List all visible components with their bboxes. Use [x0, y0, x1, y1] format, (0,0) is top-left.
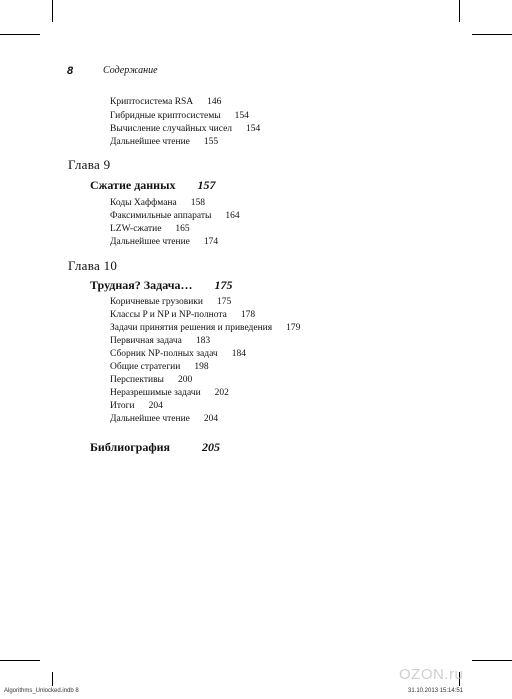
crop-mark — [52, 0, 53, 22]
page-number: 8 — [67, 65, 74, 77]
print-slug-timestamp: 31.10.2013 15:14:51 — [408, 688, 464, 694]
crop-mark — [0, 660, 40, 661]
toc-entry: Общие стратегии 198 — [110, 362, 209, 372]
toc-entry: Классы P и NP и NP-полнота 178 — [110, 310, 256, 320]
toc-entry: LZW-сжатие 165 — [110, 224, 190, 234]
toc-entry: Коричневые грузовики 175 — [110, 297, 232, 307]
toc-entry: Криптосистема RSA 146 — [110, 97, 222, 107]
toc-entry: Факсимильные аппараты 164 — [110, 211, 240, 221]
chapter-title: Трудная? Задача… 175 — [90, 278, 233, 292]
toc-entry: Дальнейшее чтение 204 — [110, 414, 219, 424]
toc-entry: Дальнейшее чтение 155 — [110, 137, 219, 147]
toc-entry: Итоги 204 — [110, 401, 163, 411]
chapter-label: Глава 10 — [68, 258, 118, 273]
toc-entry: Вычисление случайных чисел 154 — [110, 124, 261, 134]
crop-mark — [52, 672, 53, 686]
toc-entry: Задачи принятия решения и приведения 179 — [110, 323, 301, 333]
bibliography-entry: Библиография 205 — [90, 440, 221, 454]
crop-mark — [459, 0, 460, 22]
running-title: Содержание — [103, 65, 158, 76]
crop-mark — [472, 34, 512, 35]
print-slug-file: Algorithms_Unlocked.indb 8 — [4, 688, 79, 694]
chapter-label: Глава 9 — [68, 157, 111, 172]
toc-entry: Сборник NP-полных задач 184 — [110, 349, 246, 359]
crop-mark — [472, 660, 512, 661]
toc-entry: Гибридные криптосистемы 154 — [110, 111, 249, 121]
toc-entry: Неразрешимые задачи 202 — [110, 388, 229, 398]
toc-entry: Коды Хаффмана 158 — [110, 198, 205, 208]
toc-entry: Перспективы 200 — [110, 375, 193, 385]
crop-mark — [0, 34, 40, 35]
toc-entry: Дальнейшее чтение 174 — [110, 237, 219, 247]
chapter-title: Сжатие данных 157 — [90, 178, 216, 192]
toc-entry: Первичная задача 183 — [110, 336, 211, 346]
watermark-logo: OZON.ru — [399, 666, 464, 683]
